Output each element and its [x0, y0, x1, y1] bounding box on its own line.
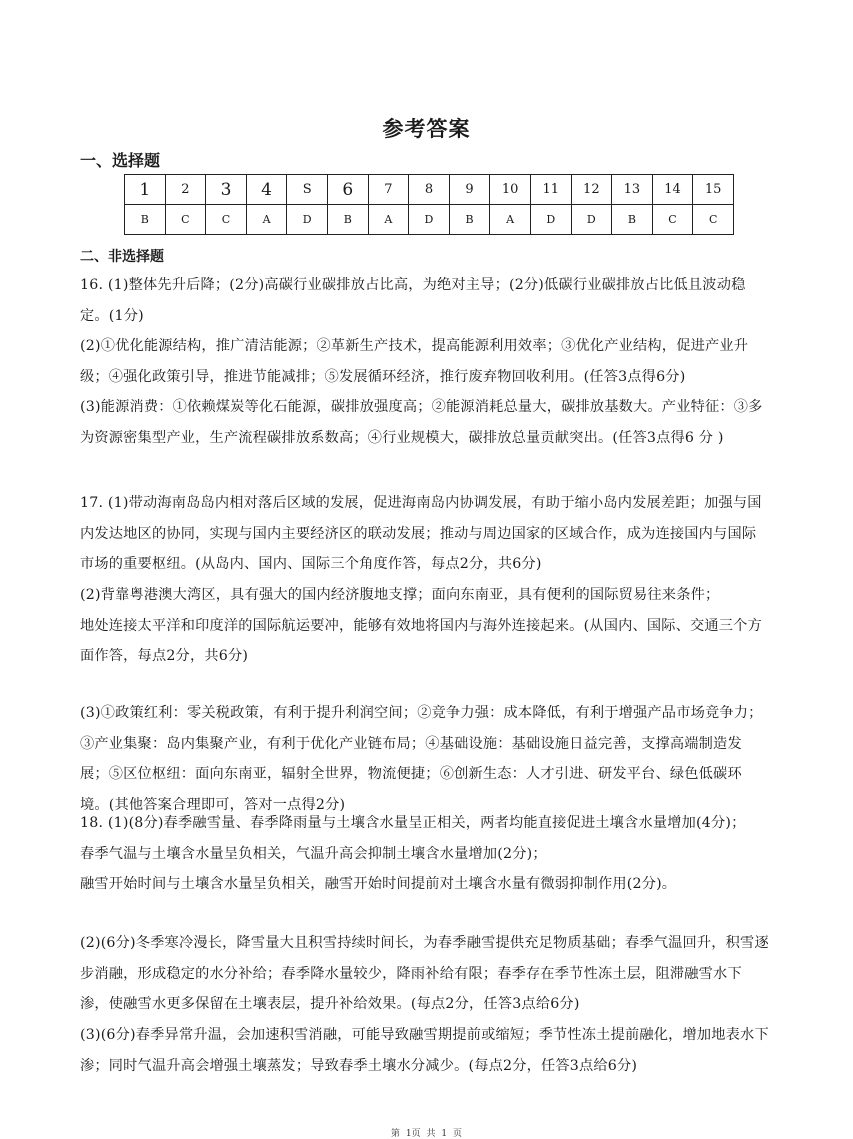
page-title: 参考答案: [382, 117, 471, 141]
answer-cell: D: [409, 205, 450, 235]
question-number: 9: [449, 175, 490, 205]
question-18-part1: [80, 808, 770, 900]
answer-cell: C: [206, 205, 247, 235]
question-number: 15: [693, 175, 734, 205]
page-footer: 第 1页 共 1 页: [391, 1129, 462, 1139]
answer-cell: A: [368, 205, 409, 235]
question-number: 7: [368, 175, 409, 205]
answer-cell: C: [693, 205, 734, 235]
q17-part2-line1: (2)背靠粤港澳大湾区，具有强大的国内经济腹地支撑；面向东南亚，具有便利的国际贸易往来条件；: [80, 587, 720, 603]
answer-cell: A: [246, 205, 287, 235]
q18-part3: (3)(6分)春季异常升温，会加速积雪消融，可能导致融雪期提前或缩短；季节性冻土提前融化，增加地表水下渗；同时气温升高会增强土壤蒸发；导致春季土壤水分减少。(每点2分，任答3点给6分): [80, 1027, 769, 1074]
answer-cell: D: [530, 205, 571, 235]
question-number: S: [287, 175, 328, 205]
question-number: 14: [652, 175, 693, 205]
question-number: 4: [246, 175, 287, 205]
q18-part1-line2: 春季气温与土壤含水量呈负相关，气温升高会抑制土壤含水量增加(2分)；: [80, 845, 547, 862]
answer-cell: C: [165, 205, 206, 235]
answer-row: [125, 205, 734, 235]
question-number: 11: [530, 175, 571, 205]
question-number: 12: [571, 175, 612, 205]
q17-part2-line2: 地处连接太平洋和印度洋的国际航运要冲，能够有效地将国内与海外连接起来。(从国内、国际、交通三个方面作答，每点2分，共6分): [80, 617, 762, 664]
section-heading-nonchoice: 二、非选择题: [80, 249, 164, 265]
answer-cell: B: [449, 205, 490, 235]
answer-cell: B: [125, 205, 166, 235]
answer-cell: B: [327, 205, 368, 235]
q16-part3: (3)能源消费：①依赖煤炭等化石能源，碳排放强度高；②能源消耗总量大，碳排放基数大。产业特征：③多为资源密集型产业，生产流程碳排放系数高；④行业规模大，碳排放总量贡献突出。(任答3点得6 分 ): [80, 399, 763, 446]
question-number: 6: [327, 175, 368, 205]
q16-part1: 16. (1)整体先升后降；(2分)高碳行业碳排放占比高，为绝对主导；(2分)低碳行业碳排放占比低且波动稳定。(1分): [80, 277, 746, 324]
question-number: 8: [409, 175, 450, 205]
question-18-part2: [80, 928, 770, 1020]
answer-table: [124, 174, 734, 235]
question-number: 10: [490, 175, 531, 205]
question-number: 1: [125, 175, 166, 205]
q17-part3: (3)①政策红利：零关税政策，有利于提升利润空间；②竞争力强：成本降低，有利于增强产品市场竞争力；③产业集聚：岛内集聚产业，有利于优化产业链布局；④基础设施：基础设施日益完善，支撑高端制造发展；⑤区位枢纽：面向东南亚，辐射全世界，物流便捷；⑥创新生态：人才引进、研发平台、绿色低碳环境。(其他答案合理即可，答对一点得2分): [80, 705, 763, 813]
q18-part2: (2)(6分)冬季寒冷漫长，降雪量大且积雪持续时间长，为春季融雪提供充足物质基础；春季气温回升，积雪逐步消融，形成稳定的水分补给；春季降水量较少，降雨补给有限；春季存在季节性冻土层，阻滞融雪水下渗，使融雪水更多保留在土壤表层，提升补给效果。(每点2分，任答3点给6分): [80, 935, 769, 1012]
question-number-row: [125, 175, 734, 205]
answer-cell: A: [490, 205, 531, 235]
question-number: 3: [206, 175, 247, 205]
answer-cell: B: [612, 205, 653, 235]
question-number: 13: [612, 175, 653, 205]
question-18-part3: [80, 1020, 770, 1081]
question-17-part2: [80, 580, 770, 672]
section-heading-choice: 一、选择题: [80, 151, 161, 170]
answer-cell: D: [287, 205, 328, 235]
q16-part2: (2)①优化能源结构，推广清洁能源；②革新生产技术，提高能源利用效率；③优化产业结构，促进产业升级；④强化政策引导，推进节能减排；⑤发展循环经济，推行废弃物回收利用。(任答3点得6分): [80, 338, 749, 385]
question-17-part3: [80, 698, 770, 820]
question-17-part1: [80, 488, 770, 580]
answer-cell: C: [652, 205, 693, 235]
q17-part1: 17. (1)带动海南岛岛内相对落后区域的发展，促进海南岛内协调发展，有助于缩小岛内发展差距；加强与国内发达地区的协同，实现与国内主要经济区的联动发展；推动与周边国家的区域合作，成为连接国内与国际市场的重要枢纽。(从岛内、国内、国际三个角度作答，每点2分，共6分): [80, 495, 762, 572]
q18-part1-line1: 18. (1)(8分)春季融雪量、春季降雨量与土壤含水量呈正相关，两者均能直接促进土壤含水量增加(4分)；: [80, 815, 746, 831]
question-number: 2: [165, 175, 206, 205]
question-16-block: [80, 270, 770, 453]
q18-part1-line3: 融雪开始时间与土壤含水量呈负相关，融雪开始时间提前对土壤含水量有微弱抑制作用(2分)。: [80, 876, 677, 892]
answer-cell: D: [571, 205, 612, 235]
